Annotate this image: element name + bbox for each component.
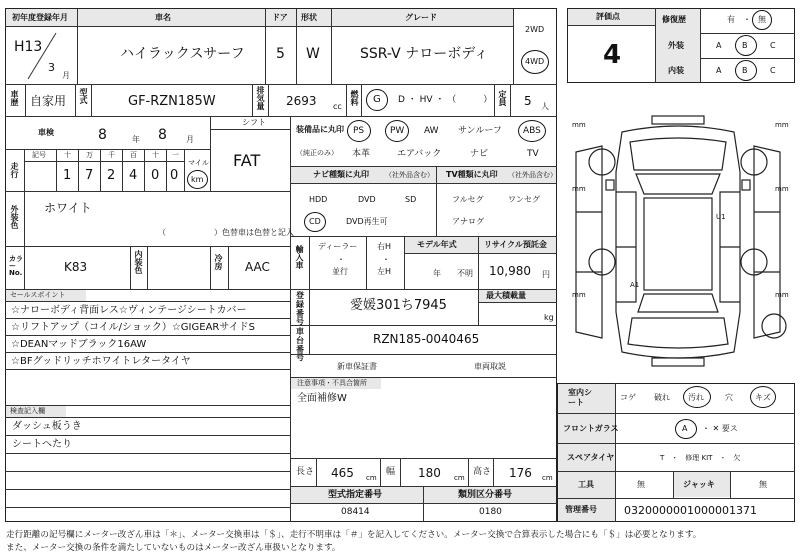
tools-label: 工具 [578,480,594,489]
footer-note-2: また、メーター交換の条件を満たしていないものはメーター改ざん車扱いとなります。 [6,543,341,553]
navi-dvd-play: DVD再生可 [346,217,388,226]
car-name-label: 車名 [155,13,171,22]
navi-cd: CD [309,217,321,226]
height-cm: cm [542,474,553,482]
rating-score: 4 [603,40,622,70]
model-label: 型式 [79,88,88,104]
interior-color-label: 内装色 [134,250,143,274]
sheet-scratch: キズ [755,393,771,402]
navi-sub: （社外品含む） [385,171,434,179]
jack-label: ジャッキ [683,480,715,489]
equip-navi: ナビ [470,149,489,159]
fuel-label: 燃料 [350,90,359,106]
max-load-label: 最大積載量 [486,291,526,300]
mileage-digit: 4 [129,168,138,183]
first-reg-label: 初年度登録年月 [12,13,68,22]
length-label: 長さ [296,467,315,477]
exterior-grade-c: C [770,41,776,50]
navi-label: ナビ種類に丸印 [313,170,369,179]
repair-dot: ・ [743,15,751,24]
width: 180 [418,466,441,480]
repair-no: 無 [758,15,766,24]
usage-label: 車歴 [10,90,19,106]
import-parallel: 並行 [332,267,348,276]
capacity-label: 定員 [498,90,507,106]
sheet-hole: 穴 [725,393,733,402]
mileage-header-4: 百 [130,151,137,159]
equip-leather: 本革 [352,149,371,159]
tv-fullseg: フルセグ [452,195,484,204]
interior-grade-label: 内装 [668,66,684,75]
inspection-label: 車検 [38,128,54,137]
shift: FAT [233,151,261,170]
mileage-digit: 0 [170,168,179,183]
ac: AAC [245,260,270,274]
displacement: 2693 [286,94,317,108]
doors: 5 [276,46,285,62]
drive-4wd: 4WD [525,57,545,66]
tv-analog: アナログ [452,217,484,226]
sheet-stain: 汚れ [688,393,704,402]
mileage-digit: 1 [63,168,72,183]
tv-sub: （社外品含む） [508,171,557,179]
mileage-header-6: 一 [172,151,179,159]
diagram-a1: A1 [630,281,640,289]
type-no: 08414 [341,507,370,517]
exterior-note: （ ）色替車は色替と記入 [158,228,294,237]
sales-point: ☆BFグッドリッチホワイトレタータイヤ [11,356,191,367]
inspector-note: シートへたり [12,439,72,450]
equip-pw: PW [390,126,405,136]
mileage-header-0: 記号 [32,151,46,159]
sheet-burn: コゲ [620,393,636,402]
cc-unit: cc [333,102,342,111]
recycle-yen: 円 [542,270,550,279]
sales-point: ☆リフトアップ（コイル/ショック）☆GIGEARサイドS [11,322,256,333]
equip-airbag: エアバック [397,149,442,159]
mgmt-label: 管理番号 [565,505,597,514]
color-code-label: カラーNo. [9,255,23,277]
reg-month: 3 [48,61,55,74]
jack-value: 無 [759,480,767,489]
tools-value: 無 [637,480,645,489]
category-label: 類別区分番号 [458,490,513,500]
width-cm: cm [454,474,465,482]
windshield-label: フロントガラス [563,424,619,433]
inspection-year: 8 [98,127,107,143]
mileage-km: km [191,175,204,184]
grade-label: グレード [405,13,437,22]
grade: SSR-V ナローボディ [360,46,489,62]
notes-value: 全面補修W [297,393,347,404]
tv-oneseg: ワンセグ [508,195,540,204]
equip-aw: AW [424,126,439,136]
model-year-unit: 年 [433,269,441,278]
inspection-month: 8 [158,127,167,143]
length-cm: cm [366,474,377,482]
chassis-value: RZN185-0040465 [373,332,480,346]
mileage-digit: 0 [151,168,160,183]
import-label: 輸入車 [295,245,304,269]
door-label: ドア [272,13,288,22]
mileage-digit: 2 [107,168,116,183]
model: GF-RZN185W [128,94,216,109]
equip-tv: TV [527,149,539,159]
inspector-notes-label: 検査記入欄 [10,407,45,415]
exterior-label: 外装色 [10,205,19,229]
exterior-color: ホワイト [44,201,92,215]
equip-sunroof: サンルーフ [458,126,502,136]
import-right: 右H [377,242,392,251]
height-label: 高さ [473,467,492,477]
category-value: 0180 [479,507,502,517]
recycle-value: 10,980 [489,264,531,278]
color-code: K83 [64,260,88,274]
warranty: 新車保証書 [337,362,377,371]
capacity-unit: 人 [541,102,549,111]
navi-dvd: DVD [358,195,376,204]
manual: 車両取説 [474,362,506,371]
rating-label: 評価点 [596,12,620,21]
interior-grade-c: C [770,66,776,75]
chassis-label: 車台番号 [296,327,304,363]
reg-era: H13 [14,39,43,55]
mileage-label: 走行 [10,162,19,178]
car-damage-diagram [562,112,794,374]
import-dot2: ・ [382,255,390,264]
registration-label: 登録番号 [296,291,304,327]
shape: W [306,46,320,62]
drive-2wd: 2WD [525,25,545,34]
mileage-header-2: 万 [86,151,93,159]
notes-label: 注意事項・不具合箇所 [297,379,367,387]
import-dot: ・ [337,255,345,264]
mileage-header-1: 十 [64,151,71,159]
diagram-mm: mm [775,291,789,299]
fuel-g: G [373,94,381,105]
inspection-year-unit: 年 [132,135,140,144]
exterior-grade-a: A [716,41,722,50]
footer-note-1: 走行距離の記号欄にメーター改ざん車は「＊」、メーター交換車は「＄」、走行不明車は「＃」を記入してください。メーター交換で合算表示した場合にも「＄」は必要となります。 [6,530,702,540]
model-year: 不明 [457,269,473,278]
sales-points-label: セールスポイント [10,291,66,299]
inspector-note: ダッシュ板うき [12,421,82,432]
inspection-month-unit: 月 [186,135,194,144]
left-form [5,8,557,522]
equip-ps: PS [353,126,365,136]
mileage-digit: 7 [85,168,94,183]
diagram-mm: mm [572,121,586,129]
spare-label: スペアタイヤ [567,453,615,462]
windshield-a: A [682,424,688,433]
diagram-mm: mm [572,185,586,193]
mileage-header-3: 千 [108,151,115,159]
interior-grade-a: A [716,66,722,75]
sheet-tear: 破れ [654,393,670,402]
spare-items: T ・ 修理 KIT ・ 欠 [660,454,741,462]
equipment-sub: （純正のみ） [296,149,338,157]
height: 176 [509,466,532,480]
model-year-label: モデル年式 [417,240,457,249]
tv-label: TV種類に丸印 [446,170,498,179]
windshield-rest: ・ ✕ 要ス [702,424,738,433]
sales-point: ☆DEANマッドブラック16AW [11,339,147,350]
car-name: ハイラックスサーフ [120,46,245,62]
diagram-mm: mm [775,121,789,129]
interior-sheet-label: 室内シート [568,388,592,407]
capacity: 5 [524,94,532,108]
usage: 自家用 [30,94,67,108]
equipment-label: 装備品に丸印 [296,125,344,134]
displacement-label: 排気量 [256,86,265,110]
mileage-header-5: 十 [152,151,159,159]
diagram-u1: U1 [716,213,726,221]
exterior-grade-label: 外装 [668,41,684,50]
repair-label: 修復歴 [662,15,686,24]
shift-label: シフト [242,118,266,127]
width-label: 幅 [386,467,396,477]
import-left: 左H [377,267,392,276]
navi-sd: SD [405,195,417,204]
interior-grade-b: B [742,66,748,75]
type-no-label: 型式指定番号 [328,490,383,500]
registration-value: 愛媛301ち7945 [350,298,447,313]
fuel-rest: D ・ HV ・ （ ） [398,95,493,105]
import-dealer: ディーラー [318,242,358,251]
mgmt-value: 0320000001000001371 [624,504,757,517]
max-load-kg: kg [544,313,554,322]
shape-label: 形状 [301,13,317,22]
repair-yes: 有 [727,15,735,24]
length: 465 [331,466,354,480]
reg-month-unit: 月 [62,71,70,80]
diagram-mm: mm [572,291,586,299]
navi-hdd: HDD [309,195,328,204]
exterior-grade-b: B [742,41,748,50]
recycle-label: リサイクル預託金 [484,240,547,249]
equip-abs: ABS [523,126,541,136]
sales-point: ☆ナローボディ背面レス☆ヴィンテージシートカバー [11,305,247,316]
ac-label: 冷房 [214,254,223,270]
mileage-mile: マイル [188,159,209,167]
diagram-mm: mm [775,185,789,193]
